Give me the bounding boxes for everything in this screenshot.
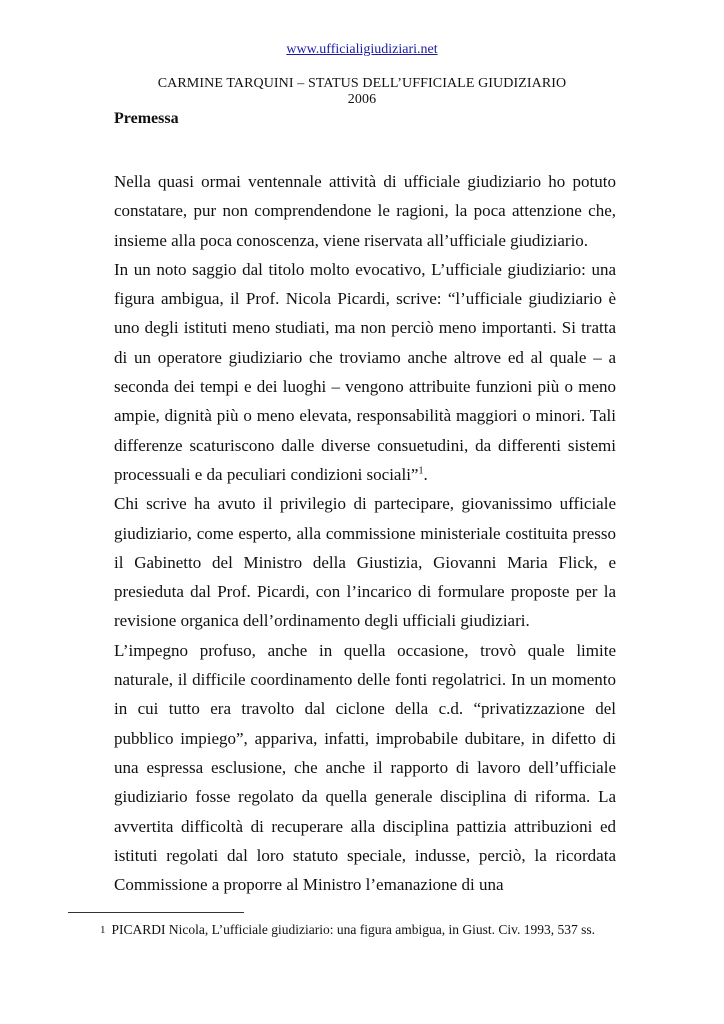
document-header-year: 2006 (347, 92, 377, 107)
paragraph-2-end: . (423, 464, 428, 484)
footnote-number: 1 (100, 924, 106, 936)
paragraph-4: L’impegno profuso, anche in quella occasione, trovò quale limite naturale, il difficile coordinamento delle fonti regolatrici. In un momento in cui tutto era travolto dal ciclone della c.d. “privatizzazione del pubblico impiego”, appariva, infatti, improbabile dubitare, in difetto di una espressa esclusione, che anche il rapporto di lavoro dell’ufficiale giudiziario fosse regolato da quella generale disciplina di riforma. La avvertita difficoltà di recuperare alla disciplina pattizia attribuzioni ed istituti regolati dal loro statuto speciale, indusse, perciò, la ricordata Commissione a proporre al Ministro l’emanazione di una (114, 640, 616, 895)
paragraph-2-text: In un noto saggio dal titolo molto evocativo, L’ufficiale giudiziario: una figura ambigua, il Prof. Nicola Picardi, scrive: “l’ufficiale giudiziario è uno degli istituti meno studiati, ma non perciò meno importanti. Si tratta di un operatore giudiziario che troviamo anche altrove ed al quale – a seconda dei tempi e dei luoghi – vengono attribuite funzioni più o meno ampie, dignità più o meno elevata, responsabilità maggiori o minori. Tali differenze scaturiscono dalle diverse consuetudini, da differenti sistemi processuali e da peculiari condizioni sociali” (114, 259, 616, 484)
site-url-link[interactable]: www.ufficialigiudiziari.net (286, 42, 438, 57)
paragraph-1: Nella quasi ormai ventennale attività di ufficiale giudiziario ho potuto constatare, pur non comprendendone le ragioni, la poca attenzione che, insieme alla poca conoscenza, viene riservata all’ufficiale giudiziario. (114, 172, 616, 250)
footnote-divider (68, 912, 244, 913)
footnote (100, 921, 620, 939)
document-header-title: CARMINE TARQUINI – STATUS DELL’UFFICIALE GIUDIZIARIO (157, 76, 567, 91)
body-text (114, 167, 616, 899)
paragraph-3: Chi scrive ha avuto il privilegio di partecipare, giovanissimo ufficiale giudiziario, come esperto, alla commissione ministeriale costituita presso il Gabinetto del Ministro della Giustizia, Giovanni Maria Flick, e presieduta dal Prof. Picardi, con l’incarico di formulare proposte per la revisione organica dell’ordinamento degli ufficiali giudiziari. (114, 494, 616, 631)
footnote-reference[interactable]: 1 (418, 465, 424, 477)
paragraph-2 (114, 255, 616, 489)
section-title: Premessa (114, 110, 179, 127)
footnote-text: PICARDI Nicola, L’ufficiale giudiziario: una figura ambigua, in Giust. Civ. 1993, 537 ss. (111, 922, 596, 937)
